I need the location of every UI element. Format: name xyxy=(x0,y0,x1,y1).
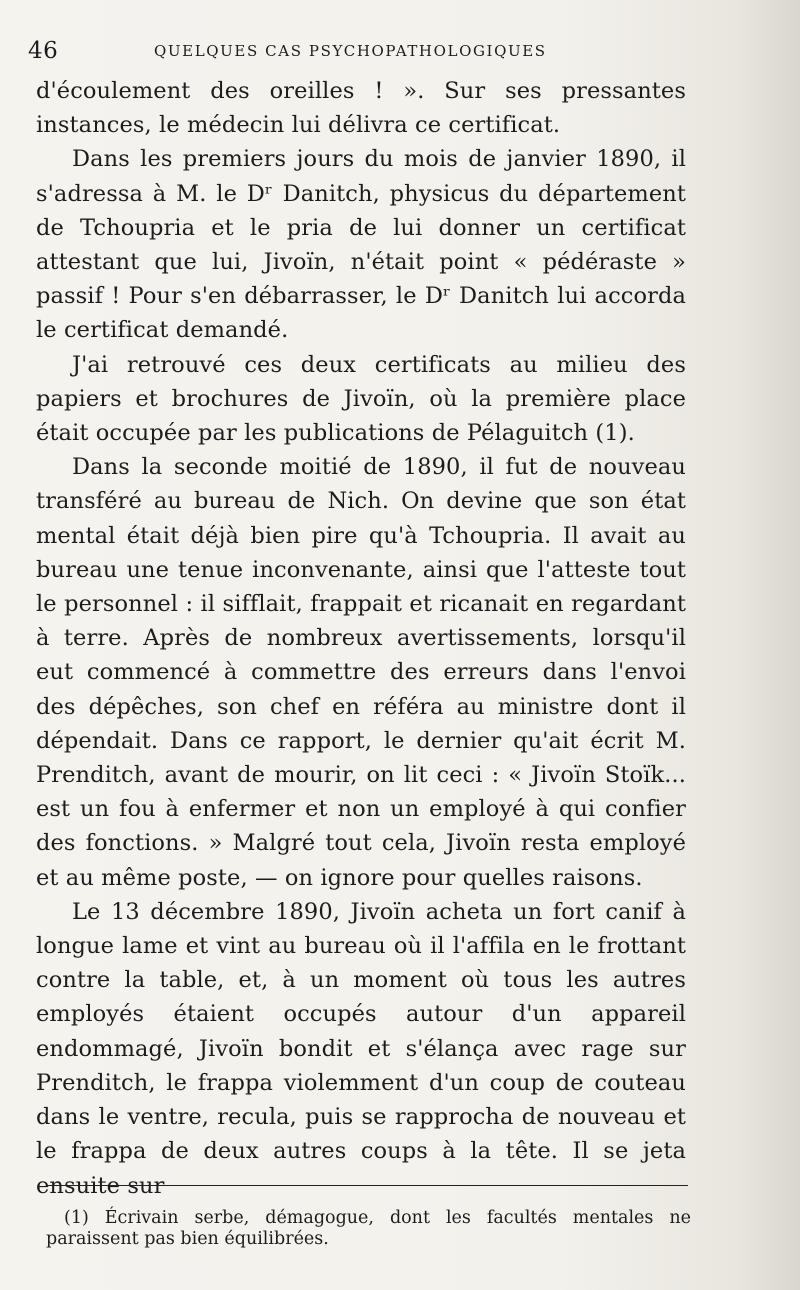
paragraph: Le 13 décembre 1890, Jivoïn acheta un fort canif à longue lame et vint au bureau où il l'affila en le frottant contre la table, et, à un moment où tous les autres employés étaient occupés autour d'un appareil endommagé, Jivoïn bondit et s'élança avec rage sur Prenditch, le frappa violemment d'un coup de couteau dans le ventre, recula, puis se rapprocha de nouveau et le frappa de deux autres coups à la tête. Il se jeta ensuite sur xyxy=(36,898,686,1199)
footnote-divider xyxy=(46,1185,688,1186)
paragraph: Dans la seconde moitié de 1890, il fut de nouveau transféré au bureau de Nich. On devine que son état mental était déjà bien pire qu'à Tchoupria. Il avait au bureau une tenue inconvenante, ainsi que l'atteste tout le personnel : il sifflait, frappait et ricanait en regardant à terre. Après de nombreux avertissements, lorsqu'il eut commencé à commettre des erreurs dans l'envoi des dépêches, son chef en référa au ministre dont il dépendait. Dans ce rapport, le dernier qu'ait écrit M. Prenditch, avant de mourir, on lit ceci : « Jivoïn Stoïk... est un fou à enfermer et non un employé à qui confier des fonctions. » Malgré tout cela, Jivoïn resta employé et au même poste, — on ignore pour quelles raisons. xyxy=(36,454,686,891)
body-text xyxy=(36,74,686,1203)
paragraph: Dans les premiers jours du mois de janvier 1890, il s'adressa à M. le Dʳ Danitch, physicus du département de Tchoupria et le pria de lui donner un certificat attestant que lui, Jivoïn, n'était point « pédéraste » passif ! Pour s'en débarrasser, le Dʳ Danitch lui accorda le certificat demandé. xyxy=(36,146,686,344)
footnote: (1) Écrivain serbe, démagogue, dont les facultés mentales ne paraissent pas bien équilibrées. xyxy=(46,1208,691,1249)
running-head: QUELQUES CAS PSYCHOPATHOLOGIQUES xyxy=(154,42,547,60)
page-number: 46 xyxy=(28,38,59,64)
page-header xyxy=(28,38,768,66)
paragraph-continuation: d'écoulement des oreilles ! ». Sur ses pressantes instances, le médecin lui délivra ce certificat. xyxy=(36,78,686,139)
paragraph: J'ai retrouvé ces deux certificats au milieu des papiers et brochures de Jivoïn, où la première place était occupée par les publications de Pélaguitch (1). xyxy=(36,351,686,447)
